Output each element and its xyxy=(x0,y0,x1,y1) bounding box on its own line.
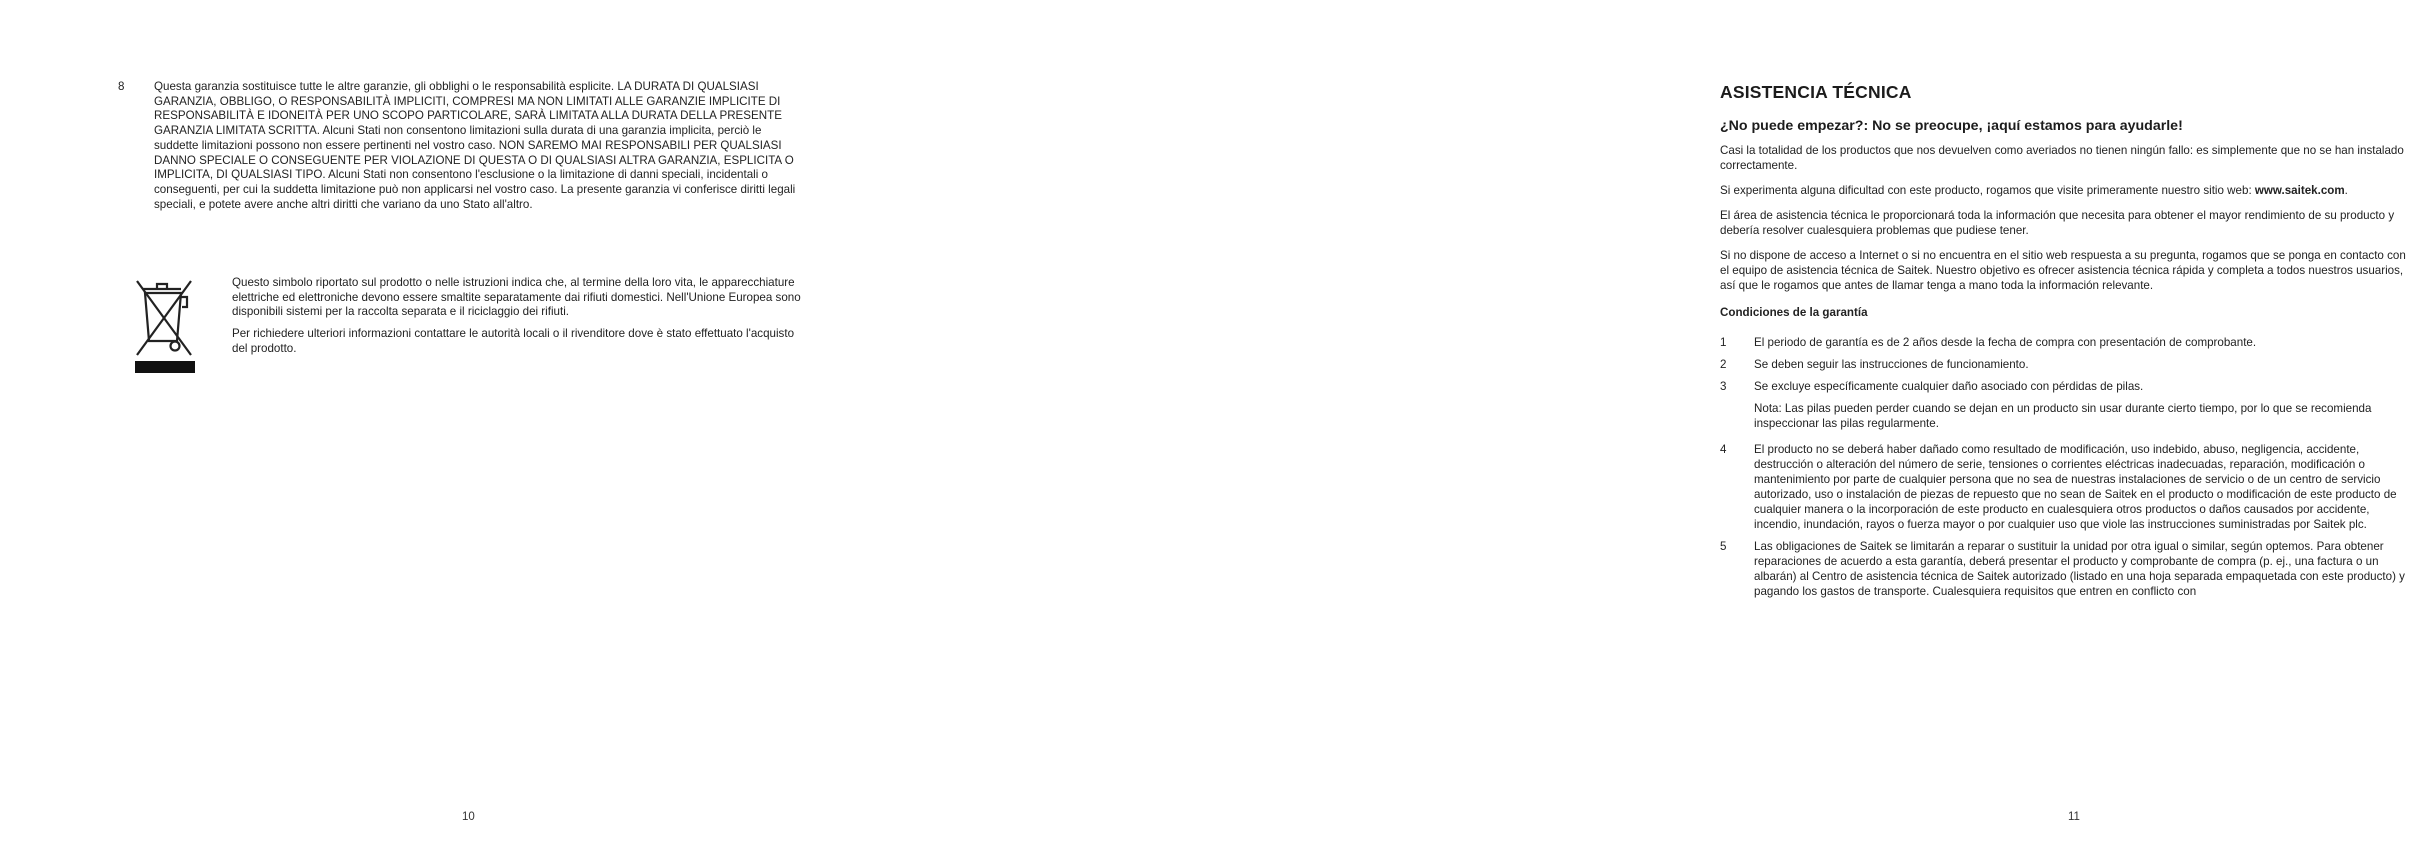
battery-note: Nota: Las pilas pueden perder cuando se dejan en un producto sin usar durante cierto tiempo, por lo que se recomienda inspeccionar las pilas regularmente. xyxy=(1754,402,2372,430)
item-number: 8 xyxy=(118,80,125,93)
condition-text: Se deben seguir las instrucciones de funcionamiento. xyxy=(1754,358,2029,371)
condition-number: 5 xyxy=(1720,540,1727,553)
paragraph-2 xyxy=(1720,183,2410,198)
page-number: 10 xyxy=(462,811,475,823)
section-subtitle: ¿No puede empezar?: No se preocupe, ¡aquí estamos para ayudarle! xyxy=(1720,118,2183,134)
item-text: Questa garanzia sostituisce tutte le altre garanzie, gli obblighi o le responsabilità esplicite. LA DURATA DI QUALSIASI GARANZIA, OBBLIGO, O RESPONSABILITÀ IMPLICITI, COMPRESI MA NON LIMITATI ALLE GARANZIE IMPLICITE DI RESPONSABILITÀ E IDONEITÀ PER UNO SCOPO PARTICOLARE, SARÀ LIMITATA ALLA DURATA DELLA PRESENTE GARANZIA LIMITATA SCRITTA. Alcuni Stati non consentono limitazioni sulla durata di una garanzia implicita, perciò le suddette limitazioni possono non essere pertinenti nel vostro caso. NON SAREMO MAI RESPONSABILI PER QUALSIASI DANNO SPECIALE O CONSEGUENTE PER VIOLAZIONE DI QUESTA O DI QUALSIASI ALTRA GARANZIA, ESPLICITA O IMPLICITA, DI QUALSIASI TIPO. Alcuni Stati non consentono l'esclusione o la limitazione di danni speciali, incidentali o conseguenti, per cui la suddetta limitazione può non applicarsi nel vostro caso. La presente garanzia vi conferisce diritti legali speciali, e potete avere anche altri diritti che variano da uno Stato all'altro. xyxy=(154,80,796,211)
condition-text: El producto no se deberá haber dañado como resultado de modificación, uso indebido, abuso, negligencia, accidente, destrucción o alteración del número de serie, tensiones o corrientes eléctricas inadecuadas, reparación, modificación o mantenimiento por parte de cualquier persona que no sea de nuestras instalaciones de servicio o de un centro de servicio autorizado, uso o instalación de piezas de repuesto que no sean de Saitek en el producto o modificación de este producto de cualquier manera o la incorporación de este producto en cualesquiera otros productos o daños causados por accidente, incendio, inundación, rayos o fuerza mayor o por cualquier uso que viole las instrucciones suministradas por Saitek plc. xyxy=(1754,443,2397,531)
paragraph-4: Si no dispone de acceso a Internet o si no encuentra en el sitio web respuesta a su pregunta, rogamos que se ponga en contacto con el equipo de asistencia técnica de Saitek. Nuestro objetivo es ofrecer asistencia técnica rápida y completa a todos nuestros usuarios, así que le rogamos que antes de llamar tenga a mano toda la información relevante. xyxy=(1720,249,2406,292)
warranty-item-8 xyxy=(118,80,808,212)
weee-notice xyxy=(232,276,810,364)
condition-item xyxy=(1720,379,2410,394)
condition-text: Las obligaciones de Saitek se limitarán a reparar o sustituir la unidad por otra igual o similar, según optemos. Para obtener reparaciones de acuerdo a esta garantía, deberá presentar el producto y comprobante de compra (p. ej., una factura o un albarán) al Centro de asistencia técnica de Saitek autorizado (listado en una hoja separada empaquetada con este producto) y pagando los gastos de transporte. Cualesquiera requisitos que entren en conflicto con xyxy=(1754,540,2405,598)
paragraph-2-end: . xyxy=(2344,184,2348,197)
condition-number: 1 xyxy=(1720,336,1727,349)
condition-number: 3 xyxy=(1720,380,1727,393)
condition-item xyxy=(1720,539,2410,599)
section-title: ASISTENCIA TÉCNICA xyxy=(1720,82,1912,102)
condition-item xyxy=(1720,335,2410,350)
conditions-list xyxy=(1720,335,2410,599)
condition-number: 4 xyxy=(1720,443,1727,456)
condition-number: 2 xyxy=(1720,358,1727,371)
page-number: 11 xyxy=(2068,811,2080,823)
condition-item xyxy=(1720,442,2410,532)
crossed-out-wheelie-bin-icon xyxy=(135,275,195,375)
paragraph-3: El área de asistencia técnica le proporcionará toda la información que necesita para obtener el mayor rendimiento de su producto y debería resolver cualesquiera problemas que pudiese tener. xyxy=(1720,209,2395,237)
condition-text: El periodo de garantía es de 2 años desde la fecha de compra con presentación de comprobante. xyxy=(1754,336,2257,349)
paragraph-2-text: Si experimenta alguna dificultad con este producto, rogamos que visite primeramente nuestro sitio web: xyxy=(1720,184,2255,197)
weee-paragraph: Questo simbolo riportato sul prodotto o nelle istruzioni indica che, al termine della loro vita, le apparecchiature elettriche ed elettroniche devono essere smaltite separatamente dai rifiuti domestici. Nell'Unione Europea sono disponibili sistemi per la raccolta separata e il riciclaggio dei rifiuti. xyxy=(232,276,801,319)
condition-text: Se excluye específicamente cualquier daño asociado con pérdidas de pilas. xyxy=(1754,380,2144,393)
condition-item xyxy=(1720,357,2410,372)
weee-contact-paragraph: Per richiedere ulteriori informazioni contattare le autorità locali o il rivenditore dove è stato effettuato l'acquisto del prodotto. xyxy=(232,327,795,355)
paragraph-1: Casi la totalidad de los productos que nos devuelven como averiados no tienen ningún fallo: es simplemente que no se han instalado correctamente. xyxy=(1720,144,2404,172)
page-right xyxy=(842,0,2406,841)
page-left xyxy=(0,0,842,841)
conditions-heading: Condiciones de la garantía xyxy=(1720,306,1868,319)
website-link[interactable]: www.saitek.com xyxy=(2254,184,2345,197)
tech-support-section xyxy=(1720,82,2410,606)
